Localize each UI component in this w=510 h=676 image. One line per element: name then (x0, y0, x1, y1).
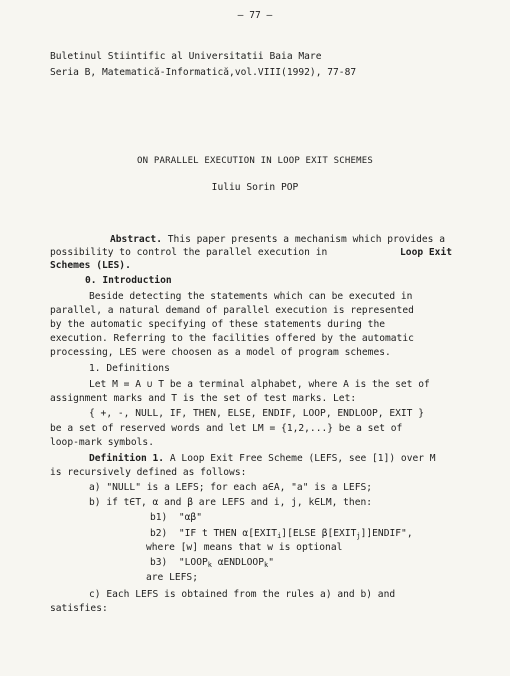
definitions-heading: 1. Definitions (89, 363, 170, 374)
definitions-line-3: { +, -, NULL, IF, THEN, ELSE, ENDIF, LOOP, ENDLOOP, EXIT } (89, 408, 425, 419)
paper-title: ON PARALLEL EXECUTION IN LOOP EXIT SCHEMES (137, 156, 373, 166)
abstract-text-1: This paper presents a mechanism which provides a (167, 234, 446, 245)
abstract-line-1 (110, 234, 445, 246)
definitions-line-2: assignment marks and T is the set of test marks. Let: (50, 393, 357, 404)
def1-line-2: is recursively defined as follows: (50, 467, 247, 478)
abstract-emph-1: Loop Exit (400, 247, 452, 258)
def1-line-1 (89, 453, 436, 465)
intro-line-1: Beside detecting the statements which can be executed in (89, 291, 413, 302)
def1-rule-b1: b1) "αβ" (150, 512, 202, 523)
intro-line-3: by the automatic specifying of these statements during the (50, 319, 386, 330)
def1-where: where [w] means that w is optional (146, 542, 343, 553)
intro-line-2: parallel, a natural demand of parallel execution is represented (50, 305, 414, 316)
b3-part-3: " (268, 557, 274, 568)
b3-sub-k1: k (207, 561, 212, 569)
def1-rule-b2 (150, 528, 413, 542)
definitions-line-5: loop-mark symbols. (50, 437, 154, 448)
definitions-line-1: Let M = A ∪ T be a terminal alphabet, where A is the set of (89, 379, 430, 390)
abstract-label: Abstract. (110, 234, 162, 245)
def1-label: Definition 1. (89, 453, 165, 464)
b2-sub-j: j (356, 532, 361, 540)
def1-rule-b: b) if t∈T, α and β are LEFS and i, j, k∈LM, then: (89, 497, 373, 508)
def1-rule-a: a) "NULL" is a LEFS; for each a∈A, "a" is a LEFS; (89, 482, 373, 493)
b3-part-1: b3) "LOOP (150, 557, 208, 568)
def1-satisfies: satisfies: (50, 603, 108, 614)
b2-part-3: ]]ENDIF", (360, 528, 413, 539)
b3-sub-k2: k (263, 561, 269, 569)
def1-are: are LEFS; (146, 572, 198, 583)
def1-rule-b3 (150, 557, 274, 571)
intro-line-5: processing, LES were choosen as a model of program schemes. (50, 347, 391, 358)
page-number: — 77 — (237, 10, 273, 21)
journal-line-2: Seria B, Matematică-Informatică,vol.VIII(1992), 77-87 (50, 67, 357, 78)
abstract-text-2: possibility to control the parallel execution in (50, 247, 328, 258)
b2-part-1: b2) "IF t THEN α[EXIT (150, 528, 278, 539)
paper-author: Iuliu Sorin POP (211, 182, 299, 193)
b2-sub-i: i (277, 532, 282, 540)
intro-heading: 0. Introduction (85, 275, 172, 286)
abstract-line-3: Schemes (LES). (50, 260, 131, 271)
def1-text-1: A Loop Exit Free Scheme (LEFS, see [1]) over M (169, 453, 436, 464)
abstract-line-2 (50, 247, 452, 259)
intro-line-4: execution. Referring to the facilities offered by the automatic (50, 333, 414, 344)
definitions-line-4: be a set of reserved words and let LM = {1,2,...} be a set of (50, 423, 403, 434)
b3-part-2: αENDLOOP (211, 557, 264, 568)
b2-part-2: ][ELSE β[EXIT (281, 528, 357, 539)
def1-rule-c: c) Each LEFS is obtained from the rules a) and b) and (89, 589, 396, 600)
journal-line-1: Buletinul Stiintific al Universitatii Baia Mare (50, 51, 322, 62)
